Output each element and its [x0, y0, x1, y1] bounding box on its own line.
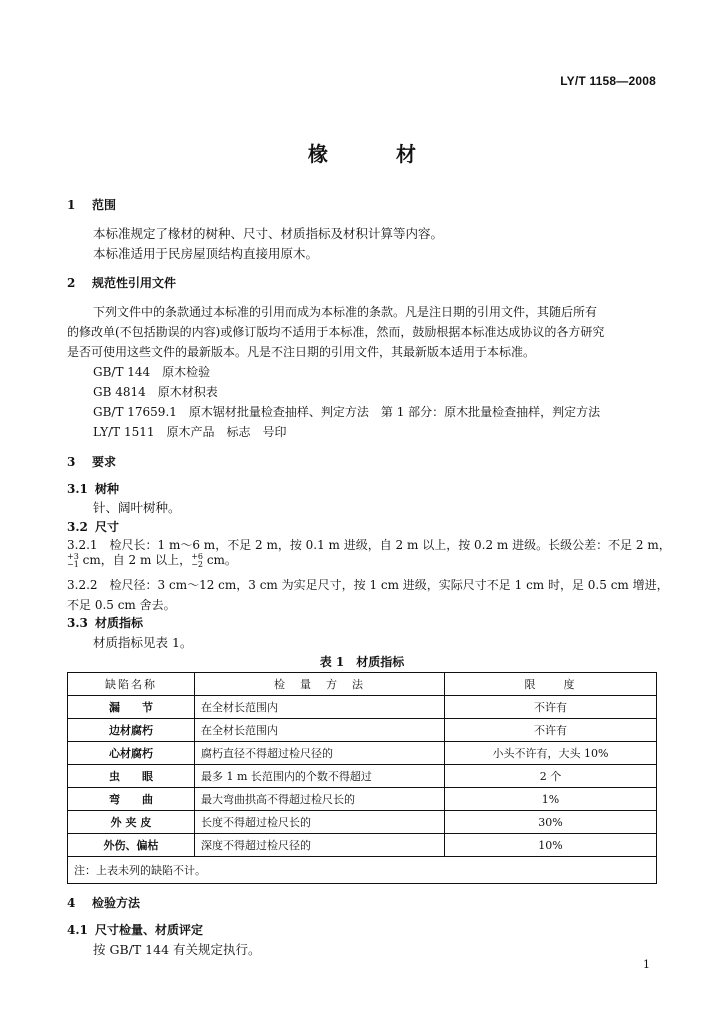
clause-3-2-1-line-1: 3.2.1 检尺长：1 m～6 m，不足 2 m，按 0.1 m 进级，自 2 m 以上，按 0.2 m 进级。长级公差：不足 2 m， [67, 538, 671, 552]
subsection-title: 尺寸 [95, 520, 120, 534]
section-2-heading [67, 274, 176, 291]
subsection-number: 3.1 [67, 482, 88, 496]
subsection-number: 4.1 [67, 923, 88, 937]
reference-item: GB/T 17659.1 原木锯材批量检查抽样、判定方法 第 1 部分：原木批量检查抽样，判定方法 [93, 405, 601, 419]
limit-value: 10% [445, 834, 657, 857]
subsection-4-1-heading [67, 921, 203, 938]
table-header-cell: 检 量 方 法 [195, 673, 445, 696]
section-2-intro-line-1: 下列文件中的条款通过本标准的引用而成为本标准的条款。凡是注日期的引用文件，其随后所有 [93, 305, 598, 319]
defect-name: 外伤、偏枯 [68, 834, 195, 857]
defect-name: 漏 节 [68, 696, 195, 719]
table-header-cell: 限 度 [445, 673, 657, 696]
clause-3-2-2-line-2: 不足 0.5 cm 舍去。 [67, 598, 176, 612]
measure-method: 深度不得超过检尺径的 [195, 834, 445, 857]
section-number: 3 [67, 455, 76, 469]
section-number: 1 [67, 198, 76, 212]
table-header-cell: 缺陷名称 [68, 673, 195, 696]
measure-method: 在全材长范围内 [195, 696, 445, 719]
section-1-para-2: 本标准适用于民房屋顶结构直接用原木。 [93, 246, 319, 261]
tolerance-lower: −1 [67, 559, 79, 569]
page-title [0, 138, 724, 167]
defect-name: 弯 曲 [68, 788, 195, 811]
section-1-heading [67, 196, 116, 213]
subsection-3-3-text: 材质指标见表 1。 [93, 635, 193, 650]
section-title: 检验方法 [92, 896, 141, 910]
table-header-row [68, 673, 657, 696]
table-row [68, 696, 657, 719]
reference-item: LY/T 1511 原木产品 标志 号印 [93, 425, 287, 439]
tolerance-2 [191, 553, 203, 569]
section-2-intro-line-2: 的修改单(不包括勘误的内容)或修订版均不适用于本标准，然而，鼓励根据本标准达成协议的各方研究 [67, 325, 605, 339]
section-2-intro-line-3: 是否可使用这些文件的最新版本。凡是不注日期的引用文件，其最新版本适用于本标准。 [67, 345, 536, 359]
subsection-title: 树种 [95, 482, 120, 496]
measure-method: 在全材长范围内 [195, 719, 445, 742]
subsection-3-1-text: 针、阔叶树种。 [93, 500, 181, 515]
clause-3-2-2-line-1: 3.2.2 检尺径：3 cm～12 cm，3 cm 为实足尺寸，按 1 cm 进级，实际尺寸不足 1 cm 时，足 0.5 cm 增进， [67, 578, 669, 592]
table-row [68, 811, 657, 834]
measure-method: 腐朽直径不得超过检尺径的 [195, 742, 445, 765]
subsection-3-2-heading [67, 518, 119, 535]
subsection-3-1-heading [67, 480, 119, 497]
reference-item: GB/T 144 原木检验 [93, 365, 211, 379]
limit-value: 不许有 [445, 719, 657, 742]
table-note-row [68, 857, 657, 884]
title-char-2: 材 [396, 142, 416, 166]
tolerance-end: cm。 [206, 553, 237, 567]
subsection-title: 材质指标 [95, 616, 144, 630]
section-3-heading [67, 453, 116, 470]
tolerance-1 [67, 553, 79, 569]
subsection-number: 3.3 [67, 616, 88, 630]
section-title: 范围 [92, 198, 117, 212]
defect-name: 虫 眼 [68, 765, 195, 788]
tolerance-lower: −2 [191, 559, 203, 569]
tolerance-upper: +6 [191, 551, 203, 561]
table-row [68, 719, 657, 742]
tolerance-text: cm，自 2 m 以上， [82, 553, 192, 567]
measure-method: 最大弯曲拱高不得超过检尺长的 [195, 788, 445, 811]
defect-name: 边材腐朽 [68, 719, 195, 742]
section-4-heading [67, 894, 140, 911]
limit-value: 30% [445, 811, 657, 834]
table-row [68, 788, 657, 811]
measure-method: 最多 1 m 长范围内的个数不得超过 [195, 765, 445, 788]
limit-value: 小头不许有，大头 10% [445, 742, 657, 765]
defect-name: 心材腐朽 [68, 742, 195, 765]
table-row [68, 765, 657, 788]
section-title: 规范性引用文件 [92, 276, 177, 290]
subsection-4-1-text: 按 GB/T 144 有关规定执行。 [93, 942, 261, 957]
section-number: 2 [67, 276, 76, 290]
subsection-title: 尺寸检量、材质评定 [95, 923, 204, 937]
defect-name: 外 夹 皮 [68, 811, 195, 834]
limit-value: 不许有 [445, 696, 657, 719]
table-note: 注：上表未列的缺陷不计。 [68, 857, 657, 884]
page-number: 1 [643, 958, 650, 971]
table-caption: 表 1 材质指标 [319, 655, 405, 669]
reference-item: GB 4814 原木材积表 [93, 385, 218, 399]
limit-value: 1% [445, 788, 657, 811]
section-1-para-1: 本标准规定了椽材的树种、尺寸、材质指标及材积计算等内容。 [93, 226, 444, 241]
standard-code: LY/T 1158—2008 [560, 74, 656, 88]
limit-value: 2 个 [445, 765, 657, 788]
section-title: 要求 [92, 455, 117, 469]
tolerance-upper: +3 [67, 551, 79, 561]
subsection-number: 3.2 [67, 520, 88, 534]
section-number: 4 [67, 896, 76, 910]
measure-method: 长度不得超过检尺长的 [195, 811, 445, 834]
subsection-3-3-heading [67, 614, 143, 631]
clause-3-2-1-line-2 [67, 551, 237, 569]
table-row [68, 834, 657, 857]
quality-table [67, 672, 657, 884]
title-char-1: 椽 [308, 142, 328, 166]
table-row [68, 742, 657, 765]
